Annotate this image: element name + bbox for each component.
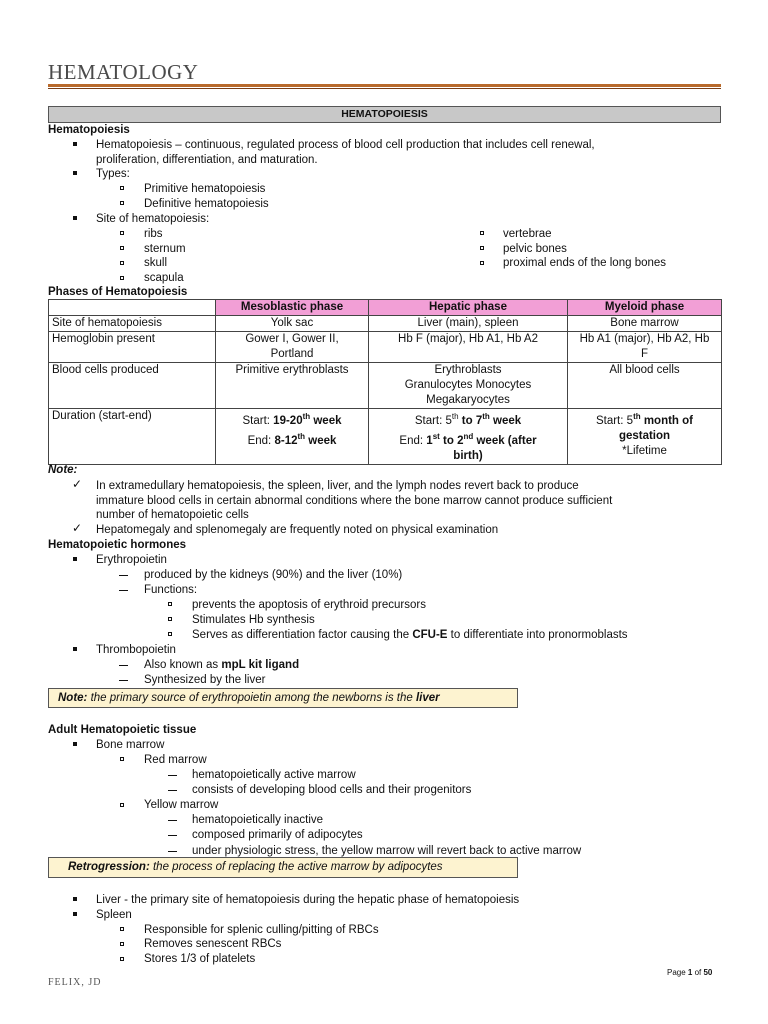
hormone-detail: produced by the kidneys (90%) and the liver (10%)	[144, 569, 403, 581]
bullet	[73, 142, 77, 146]
spleen-detail: Responsible for splenic culling/pitting of RBCs	[144, 924, 379, 936]
table-cell: Liver (main), spleen	[369, 316, 568, 332]
note-line: number of hematopoietic cells	[96, 509, 249, 521]
page-number: Page 1 of 50	[667, 968, 713, 977]
definition-line: Hematopoiesis – continuous, regulated process of blood cell production that includes cell renewal,	[96, 139, 595, 151]
sub-bullet	[120, 246, 124, 250]
table-cell	[216, 409, 369, 465]
retrogression-box	[48, 857, 518, 878]
title-rule	[48, 84, 721, 87]
dash	[168, 790, 177, 791]
dash	[168, 775, 177, 776]
row-label: Blood cells produced	[49, 363, 216, 409]
types-label: Types:	[96, 168, 130, 180]
hormone-item: Thrombopoietin	[96, 644, 176, 656]
cell-line: Erythroblasts	[434, 364, 502, 376]
column-header: Mesoblastic phase	[216, 300, 369, 316]
sub-bullet	[120, 231, 124, 235]
table-row	[49, 332, 722, 363]
cell-line: End: 8-12th week	[247, 431, 337, 447]
cell-line: Start: 5th to 7th week	[414, 412, 522, 427]
table-cell: Hb F (major), Hb A1, Hb A2	[369, 332, 568, 363]
dash	[119, 575, 128, 576]
cell-line: Start: 19-20th week	[242, 412, 342, 427]
table-cell: Hb A1 (major), Hb A2, Hb F	[568, 332, 722, 363]
marrow-detail: hematopoietically active marrow	[192, 769, 356, 781]
note-line: Hepatomegaly and splenomegaly are frequently noted on physical examination	[96, 524, 499, 536]
tissue-item: Bone marrow	[96, 739, 165, 751]
hormone-item: Erythropoietin	[96, 554, 167, 566]
column-header: Myeloid phase	[568, 300, 722, 316]
tissue-item: Spleen	[96, 909, 132, 921]
sub-bullet	[168, 617, 172, 621]
column-header: Hepatic phase	[369, 300, 568, 316]
site-item: ribs	[144, 228, 163, 240]
site-item: pelvic bones	[503, 243, 567, 255]
sub-bullet	[120, 757, 124, 761]
row-label: Duration (start-end)	[49, 409, 216, 465]
sub-bullet	[120, 201, 124, 205]
table-corner-cell	[49, 300, 216, 316]
row-label: Site of hematopoiesis	[49, 316, 216, 332]
table-row	[49, 363, 722, 409]
sub-bullet	[120, 186, 124, 190]
sub-bullet	[168, 632, 172, 636]
site-item: vertebrae	[503, 228, 552, 240]
type-item: Primitive hematopoiesis	[144, 183, 266, 195]
table-cell	[369, 363, 568, 409]
marrow-detail: consists of developing blood cells and their progenitors	[192, 784, 472, 796]
sub-bullet	[120, 957, 124, 961]
hormone-detail: Also known as mpL kit ligand	[144, 659, 300, 671]
sub-bullet	[480, 231, 484, 235]
cell-line: birth)	[453, 449, 483, 462]
table-cell	[568, 409, 722, 465]
note-line: immature blood cells in certain abnormal conditions where the bone marrow cannot produce sufficient	[96, 495, 613, 507]
note-box	[48, 688, 518, 708]
document-title: HEMATOLOGY	[48, 60, 199, 84]
sub-bullet	[120, 927, 124, 931]
note-line: In extramedullary hematopoiesis, the spleen, liver, and the lymph nodes revert back to produce	[96, 480, 579, 492]
site-item: skull	[144, 257, 168, 269]
tissue-item: Liver - the primary site of hematopoiesis during the hepatic phase of hematopoiesis	[96, 894, 520, 906]
note-label: Note:	[48, 464, 78, 476]
dash	[168, 820, 177, 821]
sub-bullet	[480, 246, 484, 250]
sub-bullet	[120, 803, 124, 807]
function-item: prevents the apoptosis of erythroid precursors	[192, 599, 426, 611]
definition-line: proliferation, differentiation, and maturation.	[96, 154, 318, 166]
subheading-hematopoiesis: Hematopoiesis	[48, 124, 130, 136]
sub-bullet	[120, 942, 124, 946]
table-cell: Primitive erythroblasts	[216, 363, 369, 409]
site-item: proximal ends of the long bones	[503, 257, 667, 269]
table-cell: All blood cells	[568, 363, 722, 409]
retrogression-text: Retrogression: the process of replacing the active marrow by adipocytes	[68, 861, 443, 873]
table-row	[49, 316, 722, 332]
checkmark-icon: ✓	[72, 477, 83, 491]
sub-bullet	[168, 602, 172, 606]
dash	[168, 851, 177, 852]
marrow-detail: hematopoietically inactive	[192, 814, 324, 826]
note-box-text: Note: the primary source of erythropoietin among the newborns is the liver	[58, 692, 440, 704]
dash	[168, 835, 177, 836]
subheading-phases: Phases of Hematopoiesis	[48, 286, 188, 298]
bullet	[73, 171, 77, 175]
bullet	[73, 912, 77, 916]
bullet	[73, 557, 77, 561]
table-cell: Bone marrow	[568, 316, 722, 332]
table-cell: Gower I, Gower II, Portland	[216, 332, 369, 363]
site-item: sternum	[144, 243, 186, 255]
bullet	[73, 742, 77, 746]
sub-bullet	[120, 261, 124, 265]
subheading-hormones: Hematopoietic hormones	[48, 539, 187, 551]
sub-bullet	[480, 261, 484, 265]
marrow-detail: under physiologic stress, the yellow marrow will revert back to active marrow	[192, 845, 582, 857]
marrow-type: Yellow marrow	[144, 799, 219, 811]
sub-bullet	[120, 276, 124, 280]
cell-line: gestation	[618, 429, 671, 442]
section-header: HEMATOPOIESIS	[48, 106, 721, 123]
row-label: Hemoglobin present	[49, 332, 216, 363]
cell-line: Megakaryocytes	[426, 394, 510, 406]
bullet	[73, 897, 77, 901]
table-header-row	[49, 300, 722, 316]
title-rule-thin	[48, 88, 721, 89]
subheading-adult-tissue: Adult Hematopoietic tissue	[48, 724, 197, 736]
author-signature: FELIX, JD	[48, 977, 102, 988]
type-item: Definitive hematopoiesis	[144, 198, 269, 210]
spleen-detail: Stores 1/3 of platelets	[144, 953, 256, 965]
checkmark-icon: ✓	[72, 521, 83, 535]
table-cell	[369, 409, 568, 465]
site-item: scapula	[144, 272, 184, 284]
spleen-detail: Removes senescent RBCs	[144, 938, 282, 950]
function-item: Stimulates Hb synthesis	[192, 614, 315, 626]
dash	[119, 665, 128, 666]
hormone-detail: Synthesized by the liver	[144, 674, 266, 686]
marrow-type: Red marrow	[144, 754, 207, 766]
sites-label: Site of hematopoiesis:	[96, 213, 210, 225]
bullet	[73, 647, 77, 651]
functions-label: Functions:	[144, 584, 198, 596]
cell-line: Granulocytes Monocytes	[404, 379, 532, 391]
cell-line: End: 1st to 2nd week (after	[399, 431, 537, 447]
phases-table	[48, 299, 722, 465]
cell-line: Start: 5th month of	[595, 412, 694, 427]
table-cell: Yolk sac	[216, 316, 369, 332]
table-row	[49, 409, 722, 465]
marrow-detail: composed primarily of adipocytes	[192, 829, 363, 841]
dash	[119, 590, 128, 591]
dash	[119, 680, 128, 681]
cell-line: *Lifetime	[622, 444, 667, 457]
function-item: Serves as differentiation factor causing the CFU-E to differentiate into pronormoblasts	[192, 629, 628, 641]
bullet	[73, 216, 77, 220]
